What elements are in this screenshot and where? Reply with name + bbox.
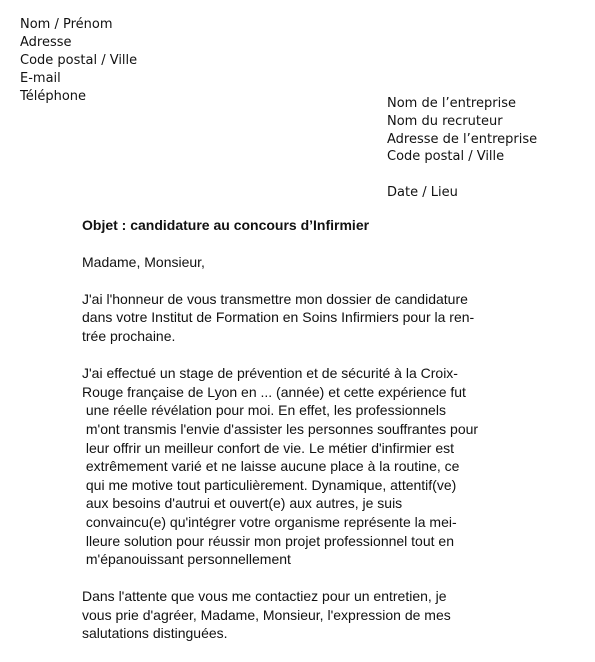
letter-body (82, 216, 512, 662)
sender-email: E-mail (20, 71, 61, 86)
sender-name: Nom / Prénom (20, 17, 113, 32)
salutation-text: Madame, Monsieur, (82, 253, 205, 270)
paragraph-line: convaincu(e) qu'intégrer votre organisme représente la mei- (82, 513, 457, 530)
paragraph-line: dans votre Institut de Formation en Soins Infirmiers pour la ren- (82, 309, 475, 326)
recipient-block (387, 95, 537, 202)
paragraph-line: J'ai l'honneur de vous transmettre mon dossier de candidature (82, 290, 468, 307)
paragraph-line: salutations distinguées. (82, 625, 228, 642)
paragraph-line: m'ont transmis l'envie d'assister les personnes souffrantes pour (82, 420, 479, 437)
paragraph-line: vous prie d'agréer, Madame, Monsieur, l'expression de mes (82, 606, 451, 623)
paragraph-intro (82, 290, 512, 346)
date-place: Date / Lieu (387, 185, 458, 201)
sender-postal-city: Code postal / Ville (20, 53, 138, 68)
paragraph-line: lleure solution pour réussir mon projet professionnel tout en (82, 532, 454, 549)
paragraph-line: Dans l'attente que vous me contactiez pour un entretien, je (82, 588, 447, 605)
paragraph-line: trée prochaine. (82, 327, 176, 344)
letter-subject: Objet : candidature au concours d’Infirmier (82, 217, 370, 233)
paragraph-motivation (82, 364, 512, 569)
recipient-recruiter: Nom du recruteur (387, 113, 503, 129)
recipient-postal-city: Code postal / Ville (387, 149, 505, 165)
spacer (387, 166, 537, 184)
paragraph-line: m'épanouissant personnellement (82, 551, 291, 568)
paragraph-line: Rouge française de Lyon en ... (année) et cette expérience fut (82, 383, 466, 400)
sender-phone: Téléphone (20, 89, 87, 104)
sender-block (20, 16, 137, 106)
paragraph-line: J'ai effectué un stage de prévention et de sécurité à la Croix- (82, 365, 458, 382)
paragraph-line: leur offrir un meilleur confort de vie. Le métier d'infirmier est (82, 439, 455, 456)
paragraph-line: extrêmement varié et ne laisse aucune place à la routine, ce (82, 458, 460, 475)
paragraph-closing (82, 587, 512, 643)
sender-address: Adresse (20, 35, 72, 50)
recipient-address: Adresse de l’entreprise (387, 131, 538, 147)
paragraph-line: qui me motive tout particulièrement. Dynamique, attentif(ve) (82, 476, 457, 493)
paragraph-line: aux besoins d'autrui et ouvert(e) aux autres, je suis (82, 495, 403, 512)
paragraph-line: une réelle révélation pour moi. En effet, les professionnels (82, 402, 446, 419)
letter-salutation (82, 253, 512, 272)
recipient-company: Nom de l’entreprise (387, 96, 516, 111)
